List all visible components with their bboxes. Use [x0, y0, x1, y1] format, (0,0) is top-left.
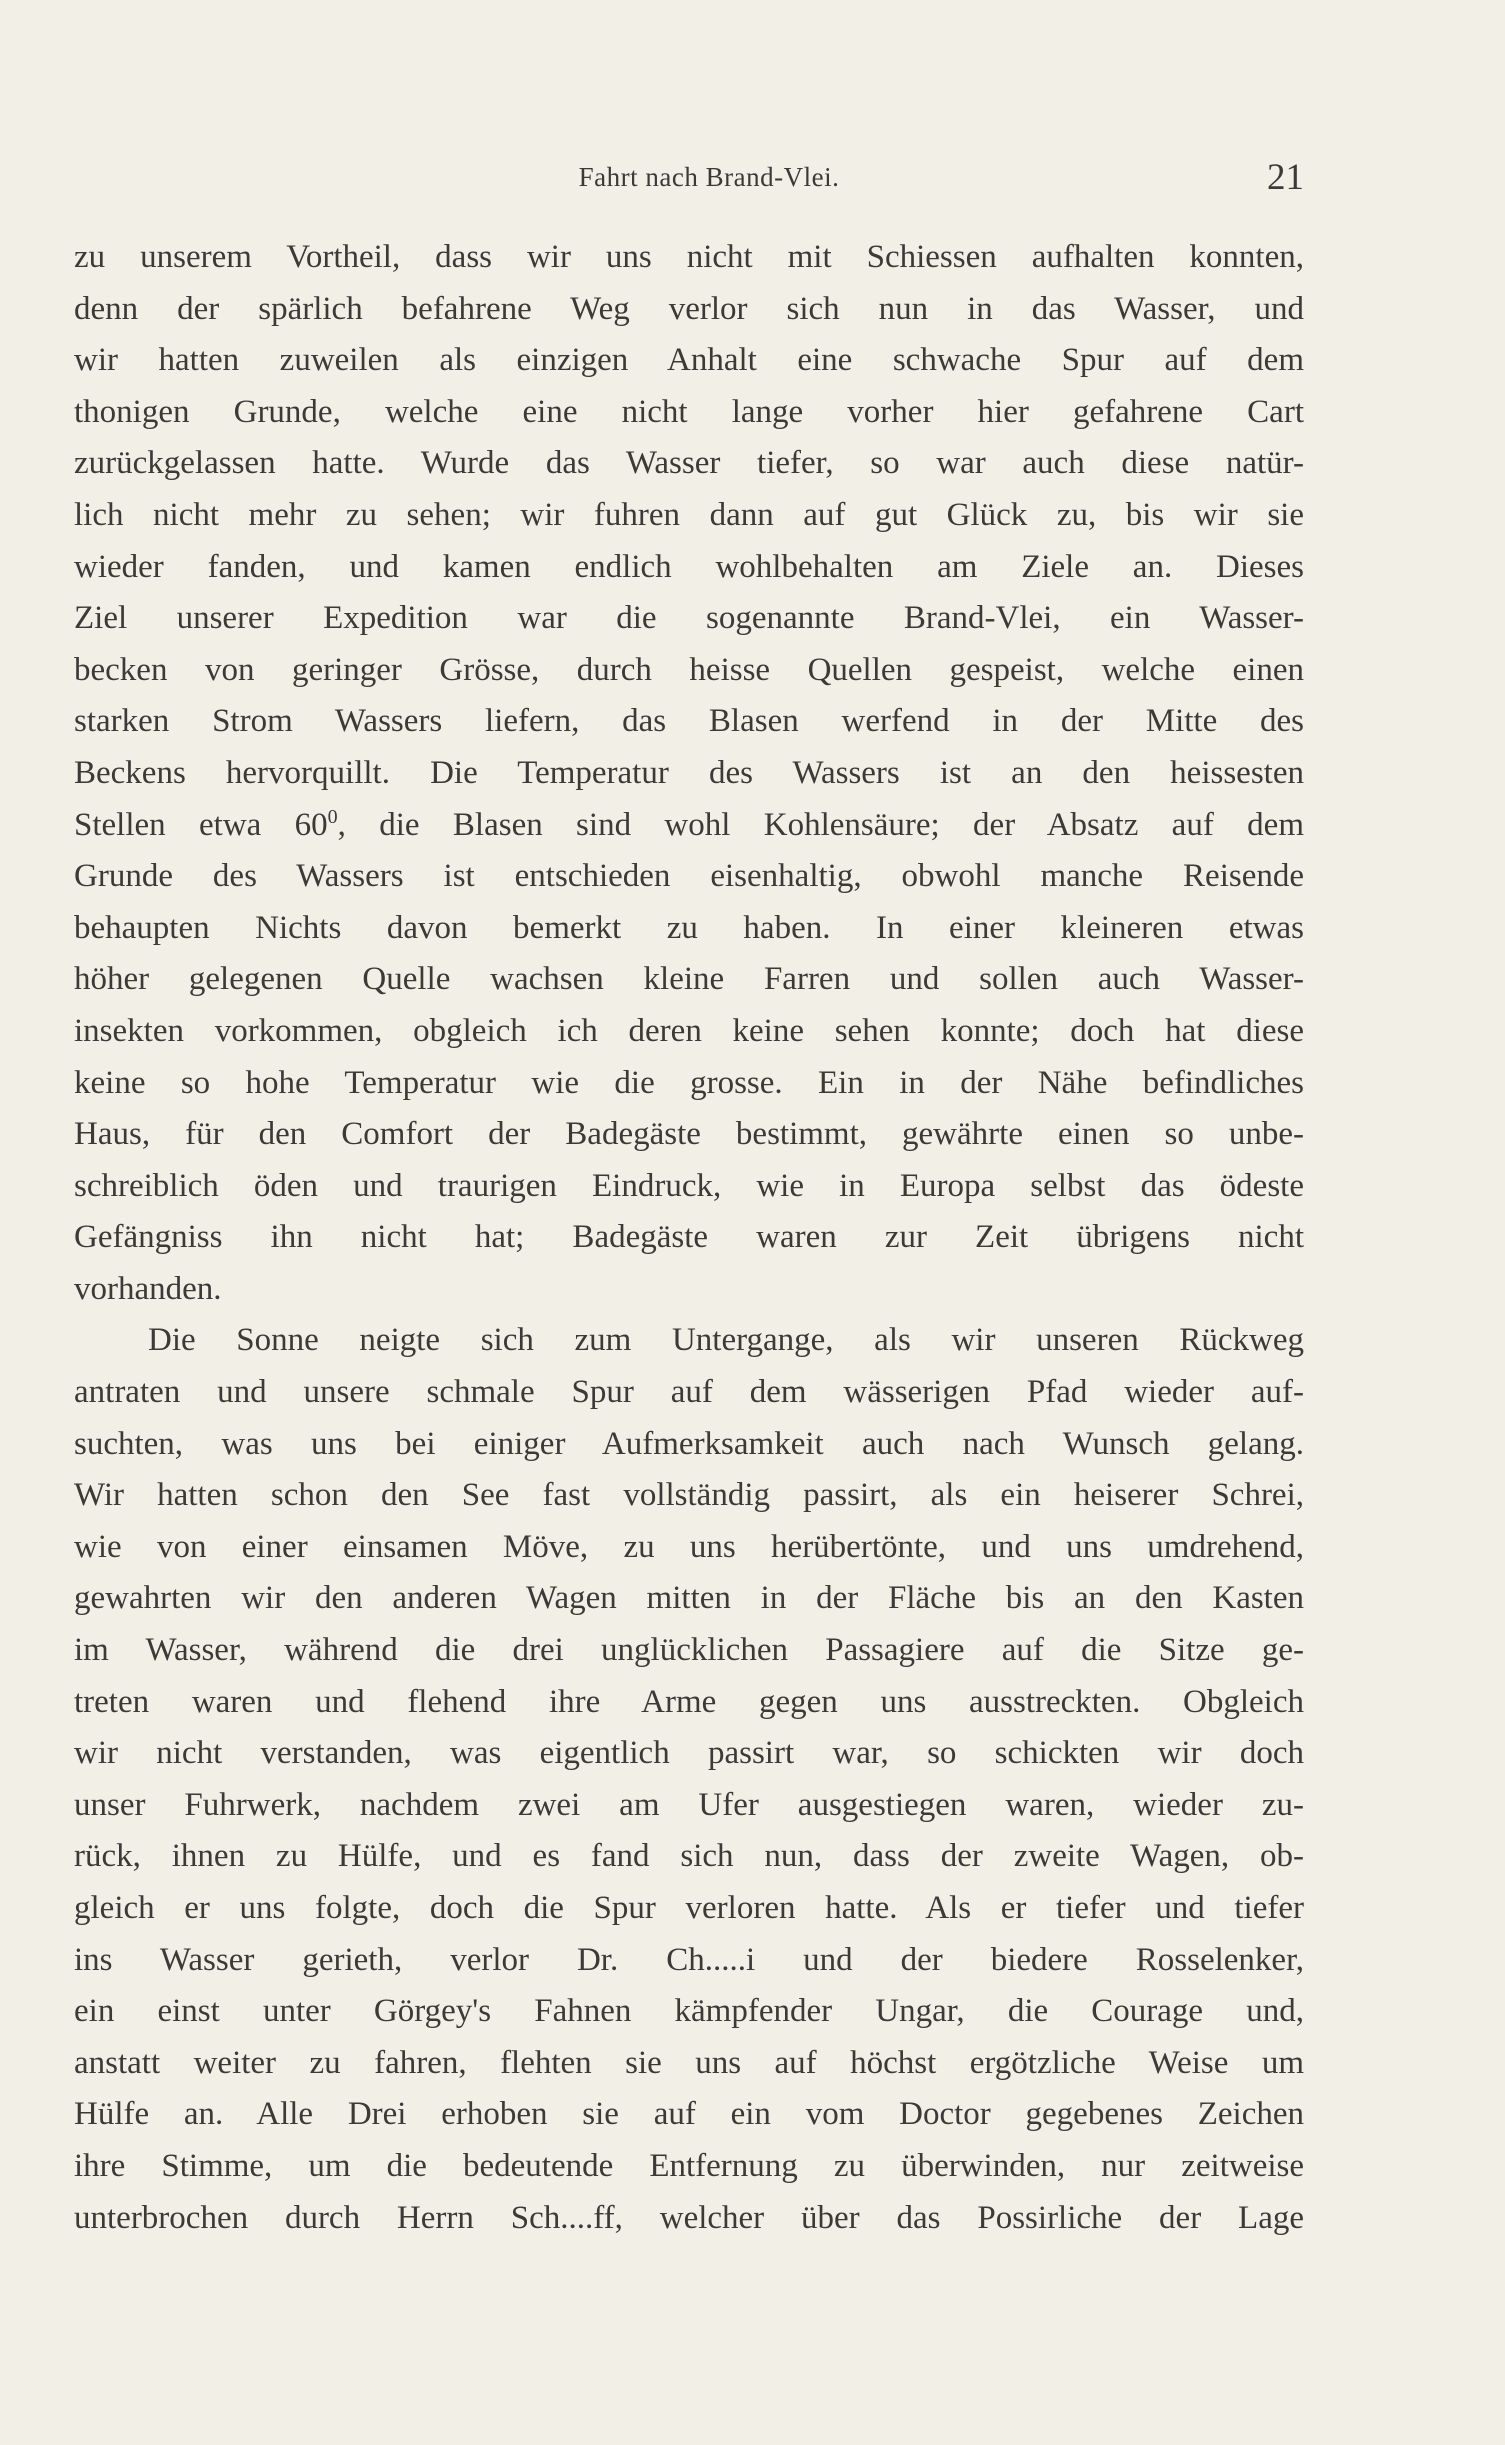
text-line: Gefängniss ihn nicht hat; Badegäste waren zur Zeit übrigens nicht	[74, 1219, 1304, 1256]
text-line: zu unserem Vortheil, dass wir uns nicht mit Schiessen aufhalten konnten,	[74, 239, 1304, 275]
text-line: gleich er uns folgte, doch die Spur verloren hatte. Als er tiefer und tiefer	[74, 1890, 1304, 1926]
text-line: ihre Stimme, um die bedeutende Entfernung zu überwinden, nur zeitweise	[74, 2147, 1304, 2184]
text-line: Ziel unserer Expedition war die sogenannte Brand-Vlei, ein Wasser-	[74, 600, 1304, 637]
text-line: wir nicht verstanden, was eigentlich passirt war, so schickten wir doch	[74, 1735, 1304, 1772]
page-number: 21	[1267, 157, 1304, 198]
text-line: gewahrten wir den anderen Wagen mitten in der Fläche bis an den Kasten	[74, 1580, 1304, 1617]
text-line: behaupten Nichts davon bemerkt zu haben. In einer kleineren etwas	[74, 909, 1304, 946]
text-line: Hülfe an. Alle Drei erhoben sie auf ein vom Doctor gegebenes Zeichen	[74, 2096, 1304, 2133]
running-title: Fahrt nach Brand-Vlei.	[578, 162, 840, 192]
degree-superscript: 0	[327, 805, 338, 828]
text-line: im Wasser, während die drei unglücklichen Passagiere auf die Sitze ge-	[74, 1632, 1304, 1669]
text-line: wie von einer einsamen Möve, zu uns herübertönte, und uns umdrehend,	[74, 1528, 1304, 1565]
text-line: höher gelegenen Quelle wachsen kleine Farren und sollen auch Wasser-	[74, 961, 1304, 998]
text-line: schreiblich öden und traurigen Eindruck, wie in Europa selbst das ödeste	[74, 1167, 1304, 1204]
text-line: zurückgelassen hatte. Wurde das Wasser tiefer, so war auch diese natür-	[74, 445, 1304, 482]
text-line: insekten vorkommen, obgleich ich deren keine sehen konnte; doch hat diese	[74, 1012, 1304, 1049]
text-line: Die Sonne neigte sich zum Untergange, als wir unseren Rückweg	[148, 1322, 1304, 1359]
text-line: unser Fuhrwerk, nachdem zwei am Ufer ausgestiegen waren, wieder zu-	[74, 1786, 1304, 1823]
text-line: treten waren und flehend ihre Arme gegen uns ausstreckten. Obgleich	[74, 1683, 1304, 1720]
text-line: vorhanden.	[74, 1270, 222, 1307]
text-line	[74, 800, 1304, 852]
text-line: suchten, was uns bei einiger Aufmerksamkeit auch nach Wunsch gelang.	[74, 1425, 1304, 1462]
text-line: Grunde des Wassers ist entschieden eisenhaltig, obwohl manche Reisende	[74, 858, 1304, 895]
text-line: anstatt weiter zu fahren, flehten sie uns auf höchst ergötzliche Weise um	[74, 2044, 1304, 2081]
text-segment: Stellen etwa 60	[74, 806, 328, 843]
text-line: starken Strom Wassers liefern, das Blasen werfend in der Mitte des	[74, 703, 1304, 740]
text-line: wir hatten zuweilen als einzigen Anhalt eine schwache Spur auf dem	[74, 342, 1304, 379]
text-line: thonigen Grunde, welche eine nicht lange vorher hier gefahrene Cart	[74, 393, 1304, 430]
text-line: Beckens hervorquillt. Die Temperatur des Wassers ist an den heissesten	[74, 754, 1304, 791]
text-line: unterbrochen durch Herrn Sch....ff, welcher über das Possirliche der Lage	[74, 2199, 1304, 2236]
text-line: denn der spärlich befahrene Weg verlor sich nun in das Wasser, und	[74, 290, 1304, 327]
text-line: Haus, für den Comfort der Badegäste bestimmt, gewährte einen so unbe-	[74, 1116, 1304, 1153]
text-line: lich nicht mehr zu sehen; wir fuhren dann auf gut Glück zu, bis wir sie	[74, 496, 1304, 533]
text-line: antraten und unsere schmale Spur auf dem wässerigen Pfad wieder auf-	[74, 1374, 1304, 1411]
text-line: ein einst unter Görgey's Fahnen kämpfender Ungar, die Courage und,	[74, 1993, 1304, 2030]
text-line: rück, ihnen zu Hülfe, und es fand sich nun, dass der zweite Wagen, ob-	[74, 1838, 1304, 1875]
text-line: ins Wasser gerieth, verlor Dr. Ch.....i und der biedere Rosselenker,	[74, 1941, 1304, 1978]
text-line: wieder fanden, und kamen endlich wohlbehalten am Ziele an. Dieses	[74, 548, 1304, 585]
text-line: keine so hohe Temperatur wie die grosse. Ein in der Nähe befindliches	[74, 1064, 1304, 1101]
text-line: Wir hatten schon den See fast vollständig passirt, als ein heiserer Schrei,	[74, 1477, 1304, 1514]
text-segment: , die Blasen sind wohl Kohlensäure; der Absatz auf dem	[337, 806, 1304, 843]
body-text	[74, 232, 1304, 2244]
running-head	[74, 156, 1304, 208]
text-line: becken von geringer Grösse, durch heisse Quellen gespeist, welche einen	[74, 651, 1304, 688]
